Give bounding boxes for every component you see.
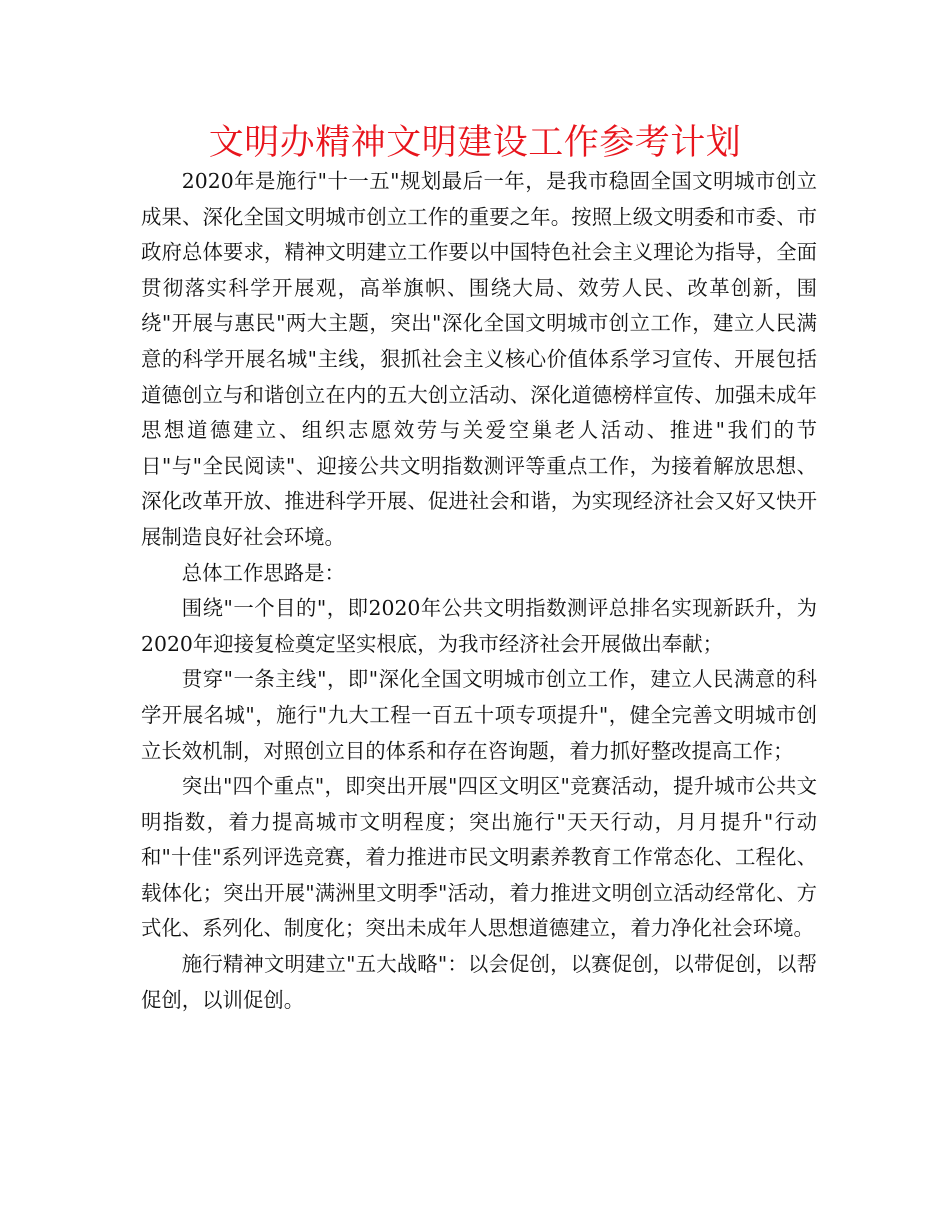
paragraph-intro: 2020年是施行"十一五"规划最后一年，是我市稳固全国文明城市创立成果、深化全国文明城市创立工作的重要之年。按照上级文明委和市委、市政府总体要求，精神文明建立工作要以中国特色社会主义理论为指导，全面贯彻落实科学开展观，高举旗帜、围绕大局、效劳人民、改革创新，围绕"开展与惠民"两大主题，突出"深化全国文明城市创立工作，建立人民满意的科学开展名城"主线，狠抓社会主义核心价值体系学习宣传、开展包括道德创立与和谐创立在内的五大创立活动、深化道德榜样宣传、加强未成年思想道德建立、组织志愿效劳与关爱空巢老人活动、推进"我们的节日"与"全民阅读"、迎接公共文明指数测评等重点工作，为接着解放思想、深化改革开放、推进科学开展、促进社会和谐，为实现经济社会又好又快开展制造良好社会环境。 — [141, 169, 817, 549]
paragraph-one-goal: 围绕"一个目的"，即2020年公共文明指数测评总排名实现新跃升，为2020年迎接复检奠定坚实根底，为我市经济社会开展做出奉献； — [141, 596, 817, 656]
document-body — [141, 164, 817, 1018]
paragraph-one-mainline: 贯穿"一条主线"，即"深化全国文明城市创立工作，建立人民满意的科学开展名城"，施行"九大工程一百五十项专项提升"，健全完善文明城市创立长效机制，对照创立目的体系和存在咨询题，着力抓好整改提高工作； — [141, 667, 817, 763]
paragraph-five-strategies: 施行精神文明建立"五大战略"：以会促创，以赛促创，以带促创，以帮促创，以训促创。 — [141, 952, 817, 1012]
document-title: 文明办精神文明建设工作参考计划 — [208, 123, 742, 163]
paragraph-four-focuses: 突出"四个重点"，即突出开展"四区文明区"竞赛活动，提升城市公共文明指数，着力提高城市文明程度；突出施行"天天行动，月月提升"行动和"十佳"系列评选竞赛，着力推进市民文明素养教育工作常态化、工程化、载体化；突出开展"满洲里文明季"活动，着力推进文明创立活动经常化、方式化、系列化、制度化；突出未成年人思想道德建立，着力净化社会环境。 — [141, 774, 817, 941]
paragraph-overall-approach: 总体工作思路是： — [181, 560, 345, 585]
